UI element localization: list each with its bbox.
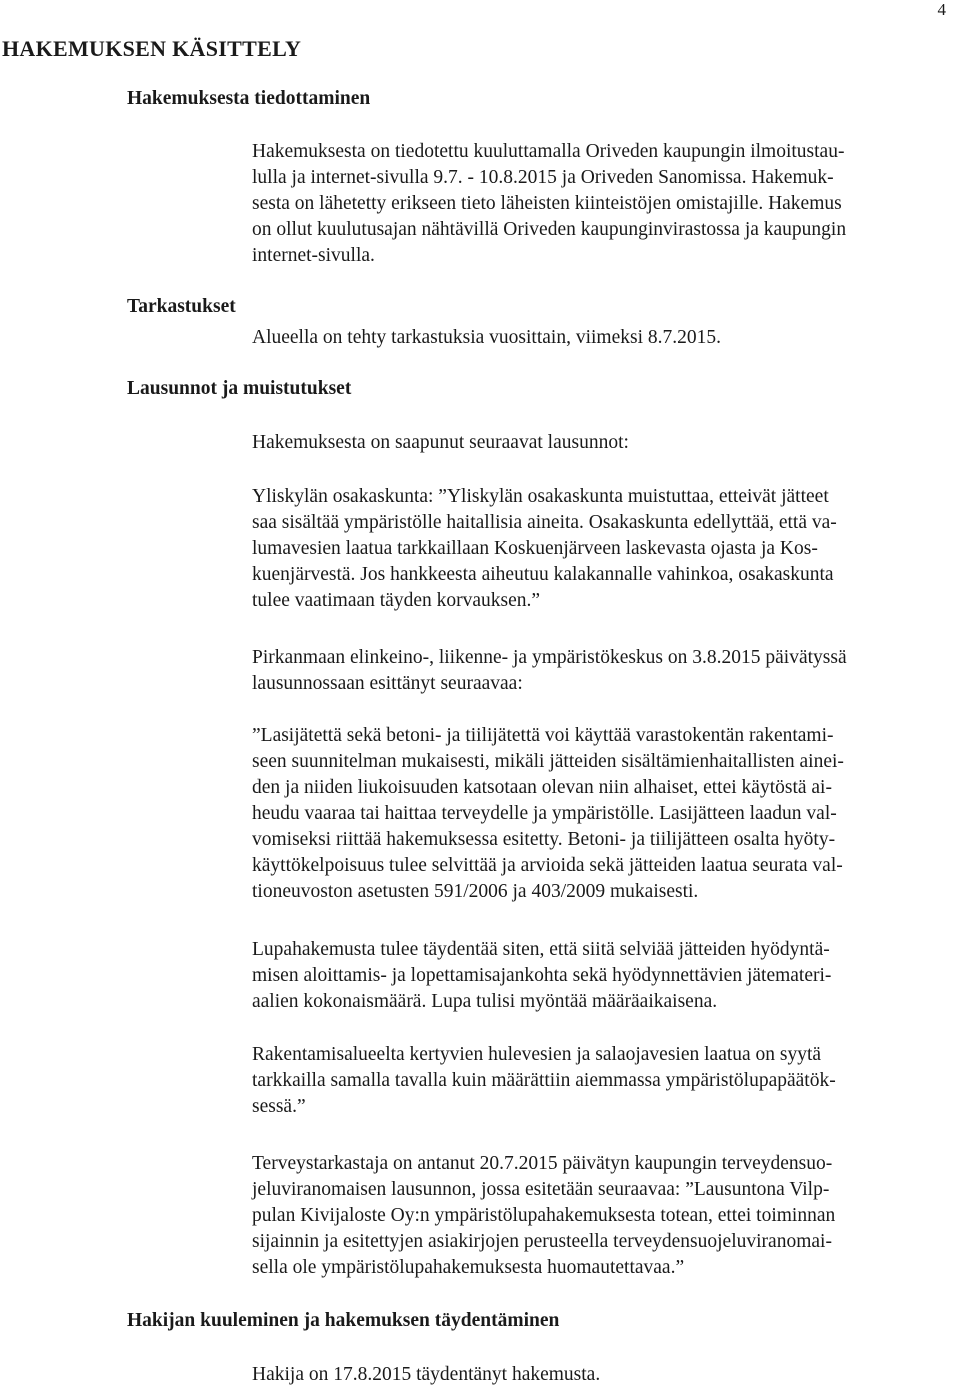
text-line: sijainnin ja esitettyjen asiakirjojen perusteella terveydensuojeluviranomai- bbox=[252, 1231, 832, 1252]
text-line: sesta on lähetetty erikseen tieto läheisten kiinteistöjen omistajille. Hakemus bbox=[252, 193, 842, 214]
page-number: 4 bbox=[937, 0, 946, 19]
page-title: HAKEMUKSEN KÄSITTELY bbox=[2, 36, 302, 61]
paragraph-terveys bbox=[252, 1151, 956, 1281]
text-line: lulla ja internet-sivulla 9.7. - 10.8.2015 ja Oriveden Sanomissa. Hakemuk- bbox=[252, 167, 834, 188]
section-heading-kuuleminen: Hakijan kuuleminen ja hakemuksen täydentäminen bbox=[127, 1310, 560, 1331]
text-line: Hakemuksesta on tiedotettu kuuluttamalla Oriveden kaupungin ilmoitustau- bbox=[252, 141, 845, 162]
text-line: lumavesien laatua tarkkaillaan Koskuenjärveen laskevasta ojasta ja Kos- bbox=[252, 538, 818, 559]
paragraph-ely-intro bbox=[252, 645, 956, 697]
text-line: Yliskylän osakaskunta: ”Yliskylän osakaskunta muistuttaa, etteivät jätteet bbox=[252, 486, 829, 507]
paragraph-tarkastukset bbox=[252, 325, 956, 351]
text-line: lausunnossaan esittänyt seuraavaa: bbox=[252, 673, 523, 694]
paragraph-ely-quote-3 bbox=[252, 1042, 956, 1120]
text-line: Hakemuksesta on saapunut seuraavat lausunnot: bbox=[252, 432, 629, 453]
text-line: tulee vaatimaan täyden korvauksen.” bbox=[252, 590, 541, 611]
paragraph-tiedottaminen bbox=[252, 139, 956, 269]
paragraph-ely-quote-2 bbox=[252, 937, 956, 1015]
text-line: aalien kokonaismäärä. Lupa tulisi myöntää määräaikaisena. bbox=[252, 991, 718, 1012]
text-line: seen suunnitelman mukaisesti, mikäli jätteiden sisältämienhaitallisten ainei- bbox=[252, 751, 844, 772]
paragraph-lausunnot-intro bbox=[252, 430, 956, 456]
text-line: kuenjärvestä. Jos hankkeesta aiheutuu kalakannalle vahinkoa, osakaskunta bbox=[252, 564, 834, 585]
text-line: vomiseksi riittää hakemuksessa esitetty. Betoni- ja tiilijätteen osalta hyöty- bbox=[252, 829, 836, 850]
section-heading-tarkastukset: Tarkastukset bbox=[127, 296, 236, 317]
text-line: tioneuvoston asetusten 591/2006 ja 403/2009 mukaisesti. bbox=[252, 881, 699, 902]
paragraph-kuuleminen bbox=[252, 1362, 956, 1388]
section-heading-lausunnot: Lausunnot ja muistutukset bbox=[127, 378, 352, 399]
text-line: pulan Kivijaloste Oy:n ympäristölupahakemuksesta totean, ettei toiminnan bbox=[252, 1205, 836, 1226]
text-line: tarkkailla samalla tavalla kuin määrättiin aiemmassa ympäristölupapäätök- bbox=[252, 1070, 836, 1091]
text-line: heudu vaaraa tai haittaa terveydelle ja ympäristölle. Lasijätteen laadun val- bbox=[252, 803, 837, 824]
text-line: sessä.” bbox=[252, 1096, 306, 1117]
text-line: on ollut kuulutusajan nähtävillä Oriveden kaupunginvirastossa ja kaupungin bbox=[252, 219, 847, 240]
paragraph-ely-quote-1 bbox=[252, 723, 956, 905]
text-line: Terveystarkastaja on antanut 20.7.2015 päivätyn kaupungin terveydensuo- bbox=[252, 1153, 833, 1174]
text-line: käyttökelpoisuus tulee selvittää ja arvioida sekä jätteiden laatua seurata val- bbox=[252, 855, 843, 876]
text-line: den ja niiden liukoisuuden katsotaan olevan niin alhaiset, ettei käytöstä ai- bbox=[252, 777, 832, 798]
text-line: Lupahakemusta tulee täydentää siten, että siitä selviää jätteiden hyödyntä- bbox=[252, 939, 830, 960]
text-line: ”Lasijätettä sekä betoni- ja tiilijätettä voi käyttää varastokentän rakentami- bbox=[252, 725, 834, 746]
text-line: Hakija on 17.8.2015 täydentänyt hakemusta. bbox=[252, 1364, 601, 1385]
text-line: saa sisältää ympäristölle haitallisia aineita. Osakaskunta edellyttää, että va- bbox=[252, 512, 837, 533]
section-heading-tiedottaminen: Hakemuksesta tiedottaminen bbox=[127, 88, 371, 109]
text-line: Alueella on tehty tarkastuksia vuosittain, viimeksi 8.7.2015. bbox=[252, 327, 722, 348]
text-line: jeluviranomaisen lausunnon, jossa esitetään seuraavaa: ”Lausuntona Vilp- bbox=[252, 1179, 830, 1200]
text-line: Rakentamisalueelta kertyvien hulevesien ja salaojavesien laatua on syytä bbox=[252, 1044, 822, 1065]
paragraph-yliskyla bbox=[252, 484, 956, 614]
text-line: misen aloittamis- ja lopettamisajankohta sekä hyödynnettävien jätemateri- bbox=[252, 965, 832, 986]
text-line: Pirkanmaan elinkeino-, liikenne- ja ympäristökeskus on 3.8.2015 päivätyssä bbox=[252, 647, 847, 668]
text-line: internet-sivulla. bbox=[252, 245, 375, 266]
text-line: sella ole ympäristölupahakemuksesta huomautettavaa.” bbox=[252, 1257, 685, 1278]
